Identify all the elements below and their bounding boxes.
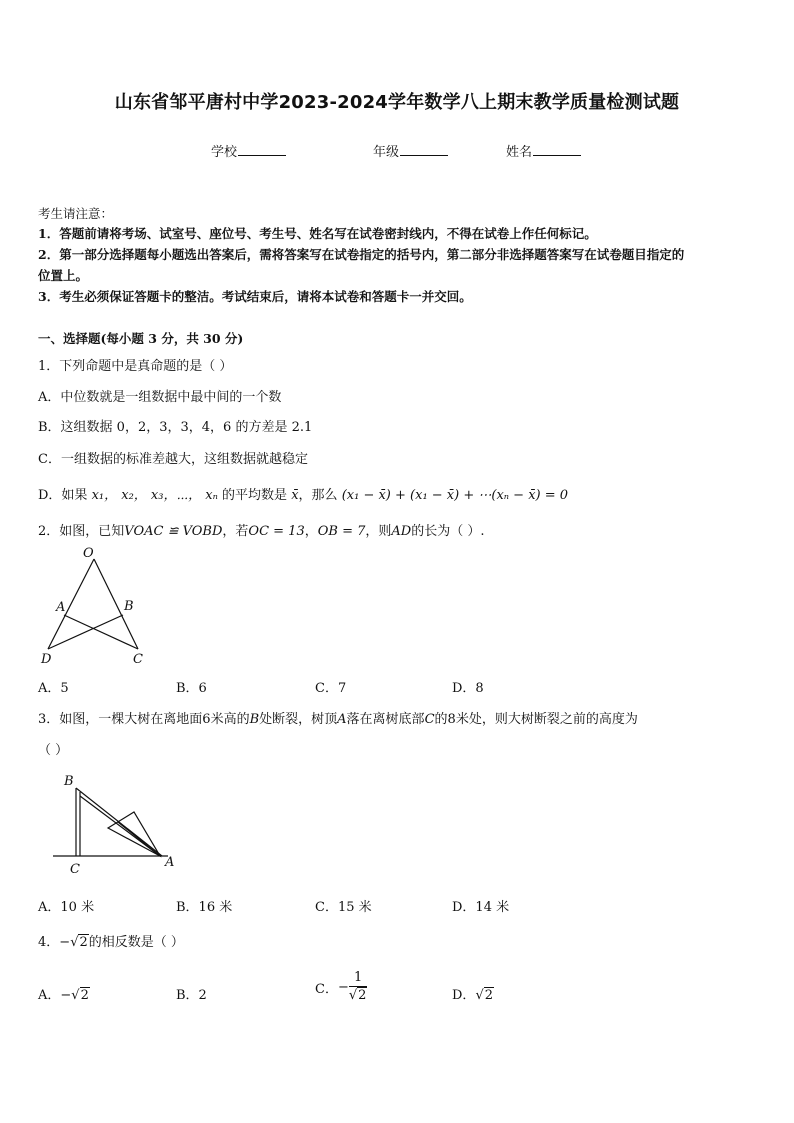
q3-broken-top-upper	[76, 788, 162, 856]
q2-oc: OC = 13	[248, 524, 305, 539]
q4-sqrt: √2	[70, 935, 88, 950]
q1-d-xbar: x̄	[291, 488, 299, 503]
q3-stem-text: 的	[434, 712, 448, 727]
q3-stem-text: 处断裂，树顶	[259, 712, 338, 727]
q2-label-d: D	[41, 652, 52, 667]
q1-d-prefix: D．如果	[38, 488, 88, 503]
q3-stem-text: 落在离树底部	[346, 712, 425, 727]
q3-six: 6	[202, 712, 211, 727]
school-label: 学校	[211, 145, 238, 160]
q4-a-label: A．	[38, 988, 61, 1003]
q3-stem-text: 3．如图，一棵大树在离地面	[38, 712, 203, 727]
section-heading: 一、选择题(每小题 3 分，共 30 分)	[38, 331, 244, 346]
q2-figure	[36, 545, 156, 670]
name-blank[interactable]	[533, 143, 581, 156]
q4-d-sqrt: √2	[475, 988, 494, 1003]
notice-item: 1．答题前请将考场、试室号、座位号、考生号、姓名写在试卷密封线内，不得在试卷上作任何标记。	[38, 226, 597, 241]
q2-ob: OB = 7	[317, 524, 366, 539]
q3-crown-mid	[118, 822, 160, 856]
q2-label-o: O	[83, 546, 94, 561]
q2-label-a: A	[56, 600, 66, 615]
q4-number: 4．	[38, 935, 60, 950]
q4-a-radicand: 2	[80, 988, 89, 1003]
grade-field	[373, 141, 448, 160]
q4-option-b: B．2	[176, 988, 207, 1003]
q3-stem-text: 米处，则大树断裂之前的高度为	[455, 712, 638, 727]
q4-c-label: C．	[315, 982, 338, 997]
q4-a-minus: −	[60, 988, 72, 1003]
q3-option-d: D．14 米	[452, 900, 510, 915]
notice-heading: 考生请注意：	[38, 206, 114, 221]
q2-stem-text: 的长为（ ）.	[411, 524, 485, 539]
q2-stem-text: ，则	[365, 524, 392, 539]
q3-label-c: C	[70, 862, 80, 877]
grade-label: 年级	[373, 145, 400, 160]
q4-option-c	[315, 970, 367, 1005]
q2-line-db	[48, 615, 123, 649]
notice-item: 3．考生必须保证答题卡的整洁。考试结束后，请将本试卷和答题卡一并交回。	[38, 289, 472, 304]
q2-ad: AD	[391, 524, 412, 539]
q2-option-d: D．8	[452, 681, 484, 696]
page-title: 山东省邹平唐村中学2023-2024学年数学八上期末教学质量检测试题	[114, 92, 680, 113]
q3-stem-text: 米高的	[210, 712, 250, 727]
grade-blank[interactable]	[400, 143, 448, 156]
q4-stem-text: 的相反数是（ ）	[88, 935, 184, 950]
q4-a-sqrt: √2	[71, 988, 89, 1003]
q1-d-then: ，那么	[298, 488, 338, 503]
name-label: 姓名	[506, 145, 533, 160]
school-field	[211, 141, 286, 160]
q3-option-b: B．16 米	[176, 900, 233, 915]
q3-option-a: A．10 米	[38, 900, 95, 915]
name-field	[506, 141, 581, 160]
q3-figure	[48, 770, 183, 880]
q4-c-denominator: √2	[348, 988, 367, 1003]
q3-eight: 8	[447, 712, 456, 727]
q2-stem	[38, 520, 484, 539]
q4-option-d	[452, 984, 494, 1003]
school-blank[interactable]	[238, 143, 286, 156]
q2-stem-text: 2．如图，已知	[38, 524, 125, 539]
q2-option-b: B．6	[176, 681, 207, 696]
q4-option-a	[38, 984, 90, 1003]
q1-d-vars: x₁， x₂， x₃，⋯， xₙ	[91, 488, 218, 503]
q3-option-c: C．15 米	[315, 900, 372, 915]
q3-stem	[38, 708, 638, 727]
q4-stem	[38, 931, 184, 950]
q4-radicand: 2	[79, 935, 88, 950]
notice-item: 位置上。	[38, 268, 89, 283]
q4-c-numerator: 1	[349, 970, 368, 987]
q2-stem-text: ，	[304, 524, 318, 539]
q3-point-a: A	[337, 712, 347, 727]
q3-label-a: A	[165, 855, 175, 870]
q2-option-a: A．5	[38, 681, 69, 696]
q2-line-ca	[64, 615, 138, 649]
q2-label-b: B	[124, 599, 134, 614]
q1-option-d	[38, 484, 568, 503]
q2-option-c: C．7	[315, 681, 347, 696]
q1-d-mid: 的平均数是	[222, 488, 288, 503]
notice-item: 2．第一部分选择题每小题选出答案后，需将答案写在试卷指定的括号内，第二部分非选择题答案写在试卷题目指定的	[38, 247, 685, 262]
q4-d-label: D．	[452, 988, 476, 1003]
q1-d-formula: (x₁ − x̄) + (x₁ − x̄) + ⋯(xₙ − x̄) = 0	[341, 488, 569, 503]
q3-label-b: B	[64, 774, 74, 789]
q2-congruence: VOAC ≌ VOBD	[124, 524, 223, 539]
q4-minus: −	[59, 935, 71, 950]
q1-option-c: C．一组数据的标准差越大，这组数据就越稳定	[38, 452, 308, 467]
q4-c-minus: −	[337, 980, 349, 995]
q4-c-fraction	[349, 970, 368, 1005]
q2-stem-text: ，若	[222, 524, 249, 539]
q3-paren: （ ）	[38, 743, 69, 758]
q1-option-b: B．这组数据 0，2，3，3，4，6 的方差是 2.1	[38, 420, 313, 435]
q4-c-radicand: 2	[358, 988, 367, 1003]
q3-point-b: B	[249, 712, 260, 727]
q1-stem: 1．下列命题中是真命题的是（ ）	[38, 359, 233, 374]
q2-label-c: C	[133, 652, 143, 667]
q4-d-radicand: 2	[484, 988, 494, 1003]
q1-option-a: A．中位数就是一组数据中最中间的一个数	[38, 390, 282, 405]
q2-line-od	[48, 559, 94, 649]
q3-point-c: C	[424, 712, 435, 727]
